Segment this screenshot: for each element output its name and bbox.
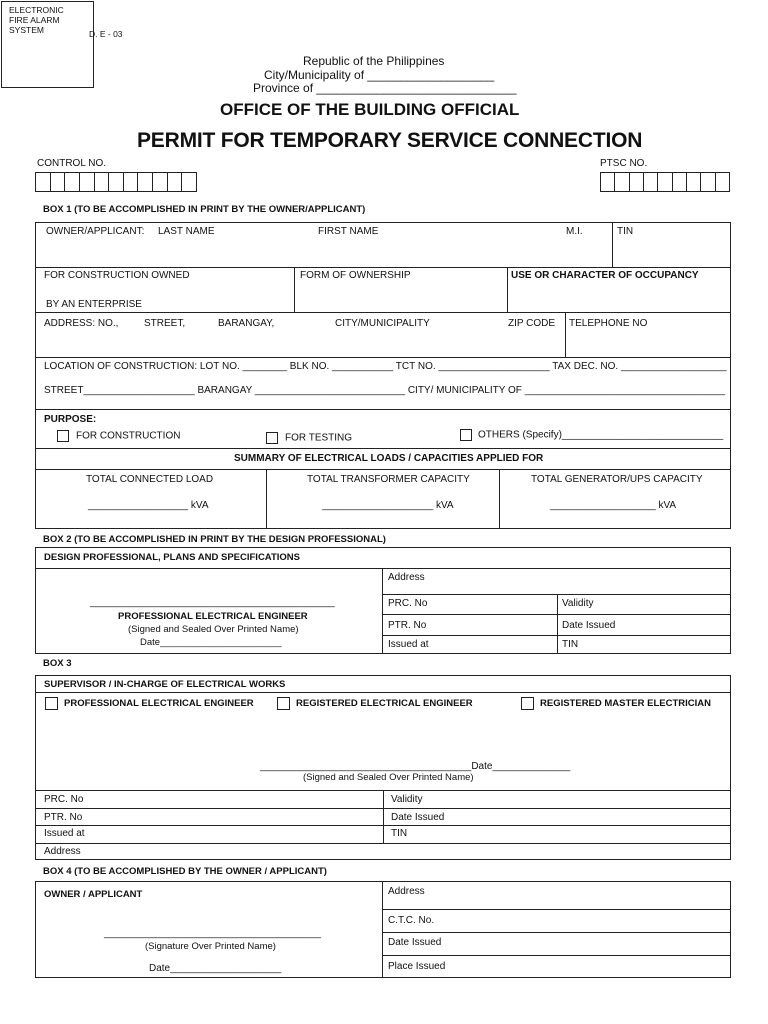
design-address-label: Address	[388, 572, 425, 583]
design-issued-at-label: Issued at	[388, 639, 429, 650]
supervisor-date-issued-label: Date Issued	[391, 812, 445, 823]
summary-label: SUMMARY OF ELECTRICAL LOADS / CAPACITIES APPLIED FOR	[234, 453, 544, 464]
use-character-label: USE OR CHARACTER OF OCCUPANCY	[511, 270, 699, 281]
supervisor-validity-label: Validity	[391, 794, 423, 805]
city-line: City/Municipality of ___________________	[264, 68, 495, 82]
owner-section-label: OWNER / APPLICANT	[44, 889, 143, 900]
zip-code-label: ZIP CODE	[508, 318, 556, 329]
box3-heading: BOX 3	[43, 658, 72, 669]
checkbox[interactable]	[57, 430, 69, 442]
design-date-label: Date_______________________	[140, 637, 282, 648]
kva-generator: ___________________ kVA	[550, 500, 677, 511]
design-signed-label: (Signed and Sealed Over Printed Name)	[128, 624, 299, 635]
purpose-construction[interactable]: FOR CONSTRUCTION	[57, 430, 180, 442]
first-name-label: FIRST NAME	[318, 226, 379, 237]
kva-transformer: ____________________ kVA	[322, 500, 454, 511]
owner-ctc-label: C.T.C. No.	[388, 915, 435, 926]
owner-date-label: Date____________________	[149, 963, 282, 974]
location-line: LOCATION OF CONSTRUCTION: LOT NO. ________ BLK NO. ___________ TCT NO. ____________________ TAX DEC. NO. ___________________	[44, 361, 727, 372]
design-engineer-label: PROFESSIONAL ELECTRICAL ENGINEER	[118, 611, 308, 622]
last-name-label: LAST NAME	[158, 226, 215, 237]
design-section-label: DESIGN PROFESSIONAL, PLANS AND SPECIFICATIONS	[44, 552, 300, 563]
owner-date-issued-label: Date Issued	[388, 937, 442, 948]
page-title: PERMIT FOR TEMPORARY SERVICE CONNECTION	[137, 129, 643, 152]
barangay-label: BARANGAY,	[218, 318, 275, 329]
republic: Republic of the Philippines	[303, 54, 445, 68]
design-sign-line: ____________________________________________	[90, 597, 335, 608]
supervisor-sign-line: ______________________________________Date______________	[260, 761, 571, 772]
telephone-label: TELEPHONE NO	[569, 318, 648, 329]
tin-label: TIN	[617, 226, 634, 237]
total-load-label: TOTAL CONNECTED LOAD	[86, 474, 214, 485]
owner-place-issued-label: Place Issued	[388, 961, 446, 972]
by-enterprise-label: BY AN ENTERPRISE	[46, 299, 142, 310]
design-validity-label: Validity	[562, 598, 594, 609]
location-line-2: STREET____________________ BARANGAY ___________________________ CITY/ MUNICIPALITY OF ____________________________________	[44, 385, 725, 396]
supervisor-prc-label: PRC. No	[44, 794, 84, 805]
total-generator-label: TOTAL GENERATOR/UPS CAPACITY	[531, 474, 703, 485]
opt-master-electrician[interactable]: REGISTERED MASTER ELECTRICIAN	[521, 697, 711, 710]
supervisor-tin-label: TIN	[391, 828, 408, 839]
checkbox[interactable]	[460, 429, 472, 441]
checkbox[interactable]	[277, 697, 290, 710]
opt-registered-ee[interactable]: REGISTERED ELECTRICAL ENGINEER	[277, 697, 473, 710]
total-transformer-label: TOTAL TRANSFORMER CAPACITY	[307, 474, 470, 485]
province-line: Province of ______________________________	[253, 81, 517, 95]
city-municipality-label: CITY/MUNICIPALITY	[335, 318, 430, 329]
supervisor-address-label: Address	[44, 846, 81, 857]
owner-signature-label: (Signature Over Printed Name)	[145, 941, 276, 952]
box4-heading: BOX 4 (TO BE ACCOMPLISHED BY THE OWNER / APPLICANT)	[43, 866, 327, 877]
owner-address-label: Address	[388, 886, 425, 897]
supervisor-section-label: SUPERVISOR / IN-CHARGE OF ELECTRICAL WORKS	[44, 679, 286, 690]
purpose-testing[interactable]: FOR TESTING	[266, 432, 352, 444]
purpose-label: PURPOSE:	[44, 414, 97, 425]
checkbox[interactable]	[266, 432, 278, 444]
form-code: D. E - 03	[89, 29, 123, 39]
supervisor-signed-label: (Signed and Sealed Over Printed Name)	[303, 772, 474, 783]
office-title: OFFICE OF THE BUILDING OFFICIAL	[220, 100, 520, 119]
box1-heading: BOX 1 (TO BE ACCOMPLISHED IN PRINT BY THE OWNER/APPLICANT)	[43, 204, 366, 215]
kva-load: __________________ kVA	[88, 500, 209, 511]
purpose-others[interactable]: OTHERS (Specify)_____________________________	[460, 429, 723, 441]
ptsc-no-cells[interactable]	[600, 172, 730, 192]
control-no-cells[interactable]	[35, 172, 197, 192]
checkbox[interactable]	[45, 697, 58, 710]
box2-heading: BOX 2 (TO BE ACCOMPLISHED IN PRINT BY THE DESIGN PROFESSIONAL)	[43, 534, 386, 545]
control-no-label: CONTROL NO.	[37, 158, 107, 169]
address-label: ADDRESS: NO.,	[44, 318, 119, 329]
supervisor-ptr-label: PTR. No	[44, 812, 83, 823]
form-ownership-label: FORM OF OWNERSHIP	[300, 270, 411, 281]
design-date-issued-label: Date Issued	[562, 620, 616, 631]
supervisor-issued-at-label: Issued at	[44, 828, 85, 839]
checkbox[interactable]	[521, 697, 534, 710]
owner-sign-line: _______________________________________	[104, 928, 321, 939]
mi-label: M.I.	[566, 226, 583, 237]
design-ptr-label: PTR. No	[388, 620, 427, 631]
design-prc-label: PRC. No	[388, 598, 428, 609]
construction-owned-label: FOR CONSTRUCTION OWNED	[44, 270, 190, 281]
owner-label: OWNER/APPLICANT:	[46, 226, 145, 237]
street-label: STREET,	[144, 318, 186, 329]
ptsc-no-label: PTSC NO.	[600, 158, 648, 169]
design-tin-label: TIN	[562, 639, 579, 650]
corner-box-text: ELECTRONIC FIRE ALARM SYSTEM	[9, 5, 64, 35]
opt-professional-ee[interactable]: PROFESSIONAL ELECTRICAL ENGINEER	[45, 697, 254, 710]
